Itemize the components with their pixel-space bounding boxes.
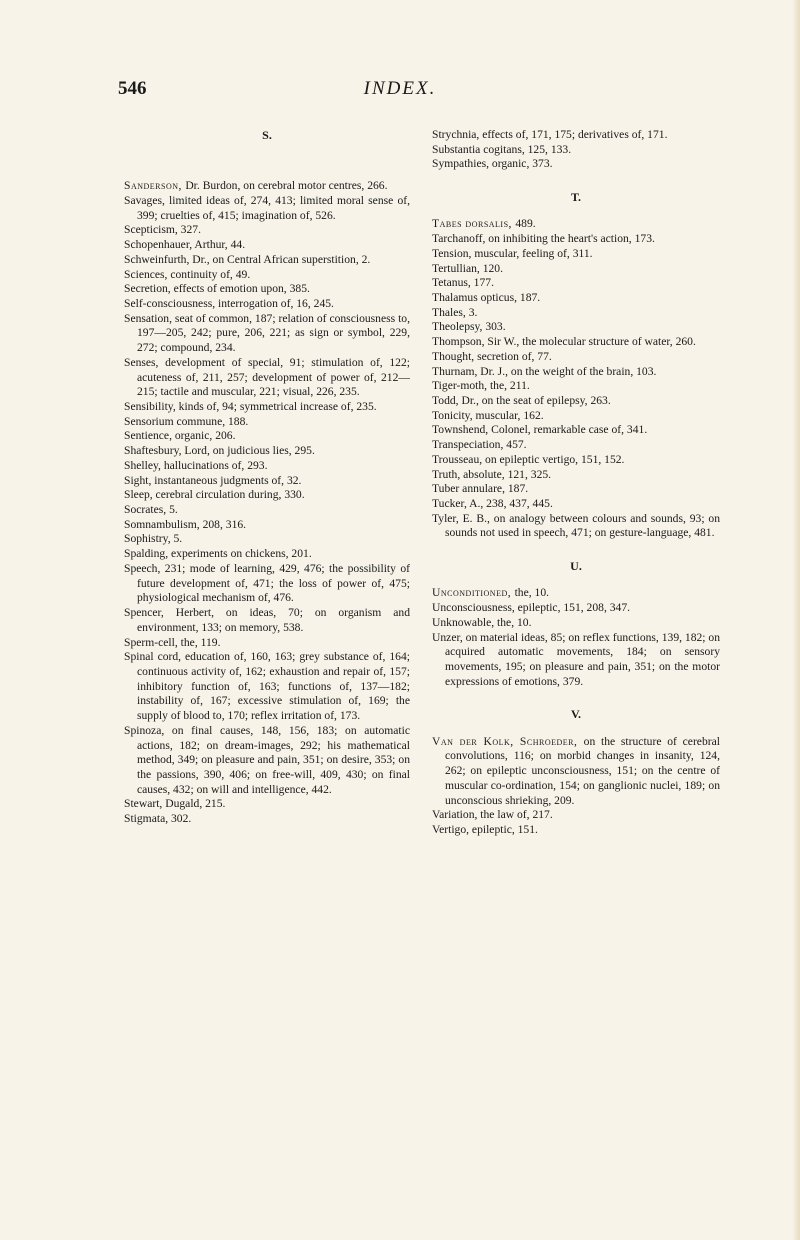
index-entry xyxy=(432,423,720,438)
index-entry xyxy=(432,631,720,690)
index-entry-text: Self-consciousness, interrogation of, 16, 245. xyxy=(124,296,334,310)
index-entry-text: Theolepsy, 303. xyxy=(432,320,506,334)
index-entry-text: Thurnam, Dr. J., on the weight of the brain, 103. xyxy=(432,364,657,378)
index-entry-text: Tiger-moth, the, 211. xyxy=(432,379,530,393)
index-entry-text: Thalamus opticus, 187. xyxy=(432,290,541,304)
index-entry xyxy=(124,532,410,547)
index-entry-text: Sight, instantaneous judgments of, 32. xyxy=(124,473,302,487)
index-entry-text: Shaftesbury, Lord, on judicious lies, 295. xyxy=(124,444,315,458)
index-entry xyxy=(432,291,720,306)
index-entry-text: Vertigo, epileptic, 151. xyxy=(432,823,538,837)
index-entry-text: Tucker, A., 238, 437, 445. xyxy=(432,497,553,511)
right-column xyxy=(432,128,720,838)
index-entry-text: the, 10. xyxy=(514,586,550,600)
index-entry-text: Sophistry, 5. xyxy=(124,532,183,546)
index-entry xyxy=(432,157,720,172)
index-entry-text: Shelley, hallucinations of, 293. xyxy=(124,458,268,472)
index-entry-text: Tyler, E. B., on analogy between colours and sounds, 93; on sounds not used in speech, 471; on gesture-language, 481. xyxy=(432,511,720,540)
index-entry xyxy=(124,444,410,459)
index-entry-text: Substantia cogitans, 125, 133. xyxy=(432,142,572,156)
index-entry-text: Schweinfurth, Dr., on Central African superstition, 2. xyxy=(124,252,371,266)
index-entry xyxy=(124,312,410,356)
index-entry xyxy=(432,512,720,541)
index-entry xyxy=(124,429,410,444)
index-entry xyxy=(432,217,720,232)
index-entry xyxy=(124,282,410,297)
index-entry xyxy=(432,616,720,631)
index-entry xyxy=(432,306,720,321)
index-entry xyxy=(124,606,410,635)
index-entry xyxy=(432,438,720,453)
index-entry-text: Sensation, seat of common, 187; relation of consciousness to, 197—205, 242; pure, 206, 221; as sign or symbol, 229, 272; compound, 234. xyxy=(124,311,410,355)
running-title: INDEX. xyxy=(363,78,437,99)
index-entry-text: Spinoza, on final causes, 148, 156, 183; on automatic actions, 182; on dream-images, 292; his mathematical method, 349; on pleasure and pain, 351; on desire, 353; on the passions, 390, 406; on free-will, 409, 430; on final causes, 432; on will and intelligence, 442. xyxy=(124,723,410,796)
index-entry-text: Dr. Burdon, on cerebral motor centres, 266. xyxy=(185,179,388,193)
index-entry xyxy=(124,253,410,268)
index-entry xyxy=(432,365,720,380)
index-entry xyxy=(124,636,410,651)
section-letter-u: U. xyxy=(570,559,582,574)
index-entry-text: Schopenhauer, Arthur, 44. xyxy=(124,238,246,252)
index-entry-text: Unconsciousness, epileptic, 151, 208, 347. xyxy=(432,601,631,615)
index-entry xyxy=(432,143,720,158)
index-entry-text: Variation, the law of, 217. xyxy=(432,808,553,822)
index-entry xyxy=(124,238,410,253)
index-entry xyxy=(432,468,720,483)
index-entry xyxy=(124,459,410,474)
index-entry xyxy=(432,453,720,468)
index-entry xyxy=(124,474,410,489)
index-entry-text: Thought, secretion of, 77. xyxy=(432,349,552,363)
index-entry xyxy=(124,650,410,724)
index-entry xyxy=(124,503,410,518)
index-entry-text: Sleep, cerebral circulation during, 330. xyxy=(124,488,305,502)
index-entry-text: Sciences, continuity of, 49. xyxy=(124,267,251,281)
index-entry-text: Transpeciation, 457. xyxy=(432,438,527,452)
index-entry xyxy=(124,724,410,798)
index-entry xyxy=(124,812,410,827)
index-entry xyxy=(124,415,410,430)
index-entry-text: Spencer, Herbert, on ideas, 70; on organism and environment, 133; on memory, 538. xyxy=(124,606,410,634)
index-entry xyxy=(432,128,720,143)
index-entry xyxy=(124,400,410,415)
index-entry xyxy=(432,808,720,823)
index-entry-text: Truth, absolute, 121, 325. xyxy=(432,467,552,481)
index-entry-text: Sensorium commune, 188. xyxy=(124,414,249,428)
index-entry xyxy=(124,562,410,606)
index-entry-text: Senses, development of special, 91; stimulation of, 122; acuteness of, 211, 257; development of power of, 212—215; tactile and muscular, 221; visual, 226, 235. xyxy=(124,355,410,399)
index-entry xyxy=(124,356,410,400)
index-entry xyxy=(432,335,720,350)
page-header xyxy=(0,78,800,102)
index-entry-text: Tetanus, 177. xyxy=(432,276,494,290)
index-entry xyxy=(432,350,720,365)
index-entry-text: Speech, 231; mode of learning, 429, 476; the possibility of future development of, 471; the loss of power of, 475; physiological mechanism of, 476. xyxy=(124,561,410,605)
index-entry-text: Stewart, Dugald, 215. xyxy=(124,797,226,811)
index-entries-s-continued xyxy=(432,128,720,172)
index-entry-text: Sentience, organic, 206. xyxy=(124,429,236,443)
index-entry-text: Socrates, 5. xyxy=(124,503,178,517)
index-entries-left xyxy=(124,179,410,827)
index-entry xyxy=(432,232,720,247)
page-edge-shadow xyxy=(792,0,800,1240)
index-entry xyxy=(432,262,720,277)
index-entry-text: Townshend, Colonel, remarkable case of, 341. xyxy=(432,423,648,437)
index-entry-text: Sperm-cell, the, 119. xyxy=(124,635,221,649)
left-column xyxy=(124,128,410,827)
index-entry xyxy=(432,482,720,497)
index-entries-t xyxy=(432,217,720,541)
index-entry-text: on the structure of cerebral convolutions, 116; on morbid changes in insanity, 124, 262; on epileptic unconsciousness, 151; on the centre of muscular co-ordination, 154; on ganglionic nuclei, 189; on unconscious shrieking, 209. xyxy=(445,734,720,807)
index-entry-text: Unzer, on material ideas, 85; on reflex functions, 139, 182; on acquired automatic movements, 184; on sensory movements, 195; on pleasure and pain, 351; on the motor expressions of emotions, 379. xyxy=(432,630,721,688)
index-entry xyxy=(432,247,720,262)
index-entry-text: Tertullian, 120. xyxy=(432,261,503,275)
section-letter-v: V. xyxy=(570,707,582,722)
index-entry-text: Tarchanoff, on inhibiting the heart's action, 173. xyxy=(432,232,655,246)
index-entry-text: Strychnia, effects of, 171, 175; derivatives of, 171. xyxy=(432,128,668,141)
index-entry-text: Unknowable, the, 10. xyxy=(432,615,532,629)
index-entry-text: 489. xyxy=(515,217,536,231)
index-entry xyxy=(432,394,720,409)
index-entry xyxy=(432,735,720,809)
index-entry xyxy=(124,179,410,194)
index-entry xyxy=(432,497,720,512)
index-entry-text: Sympathies, organic, 373. xyxy=(432,157,553,171)
section-letter-s: S. xyxy=(262,128,272,142)
index-entry-text: Tension, muscular, feeling of, 311. xyxy=(432,246,593,260)
index-entry xyxy=(124,518,410,533)
index-entry xyxy=(432,601,720,616)
section-letter-t: T. xyxy=(570,190,582,205)
index-entry xyxy=(432,276,720,291)
index-entry xyxy=(124,223,410,238)
index-entry-text: Stigmata, 302. xyxy=(124,812,192,826)
index-entry xyxy=(124,488,410,503)
index-entry xyxy=(124,194,410,223)
index-entry-text: Secretion, effects of emotion upon, 385. xyxy=(124,282,310,296)
index-entry-text: Scepticism, 327. xyxy=(124,223,201,237)
index-entry-text: Thompson, Sir W., the molecular structure of water, 260. xyxy=(432,335,696,349)
index-entries-u xyxy=(432,586,720,689)
index-entry-head: Unconditioned, xyxy=(432,586,515,600)
index-entry-text: Trousseau, on epileptic vertigo, 151, 152. xyxy=(432,452,625,466)
index-entry-text: Todd, Dr., on the seat of epilepsy, 263. xyxy=(432,394,611,408)
index-entry-head: Tabes dorsalis, xyxy=(432,217,516,231)
index-entry-head: Van der Kolk, Schroeder, xyxy=(432,734,584,748)
index-entry xyxy=(124,547,410,562)
index-entry-text: Tonicity, muscular, 162. xyxy=(432,408,544,422)
index-entry xyxy=(432,379,720,394)
index-entry-text: Thales, 3. xyxy=(432,305,478,319)
index-entry xyxy=(432,409,720,424)
index-entry-text: Sensibility, kinds of, 94; symmetrical increase of, 235. xyxy=(124,400,377,414)
index-entry-text: Spinal cord, education of, 160, 163; grey substance of, 164; continuous activity of, 162; exhaustion and repair of, 157; inhibitory function of, 163; functions of, 137—182; instability of, 167; excessive stimulation of, 169; the supply of blood to, 170; reflex irritation of, 173. xyxy=(124,650,410,723)
index-entry-text: Tuber annulare, 187. xyxy=(432,482,529,496)
index-entry xyxy=(124,297,410,312)
index-entry-text: Somnambulism, 208, 316. xyxy=(124,517,247,531)
index-entry-text: Spalding, experiments on chickens, 201. xyxy=(124,547,312,561)
index-entry xyxy=(124,268,410,283)
index-entry xyxy=(432,823,720,838)
index-entries-v xyxy=(432,735,720,838)
index-entry xyxy=(432,586,720,601)
page-number: 546 xyxy=(118,78,147,99)
index-entry xyxy=(124,797,410,812)
index-entry-text: Savages, limited ideas of, 274, 413; limited moral sense of, 399; cruelties of, 415; imagination of, 526. xyxy=(124,193,410,222)
index-entry-head: Sanderson, xyxy=(124,179,186,193)
index-entry xyxy=(432,320,720,335)
